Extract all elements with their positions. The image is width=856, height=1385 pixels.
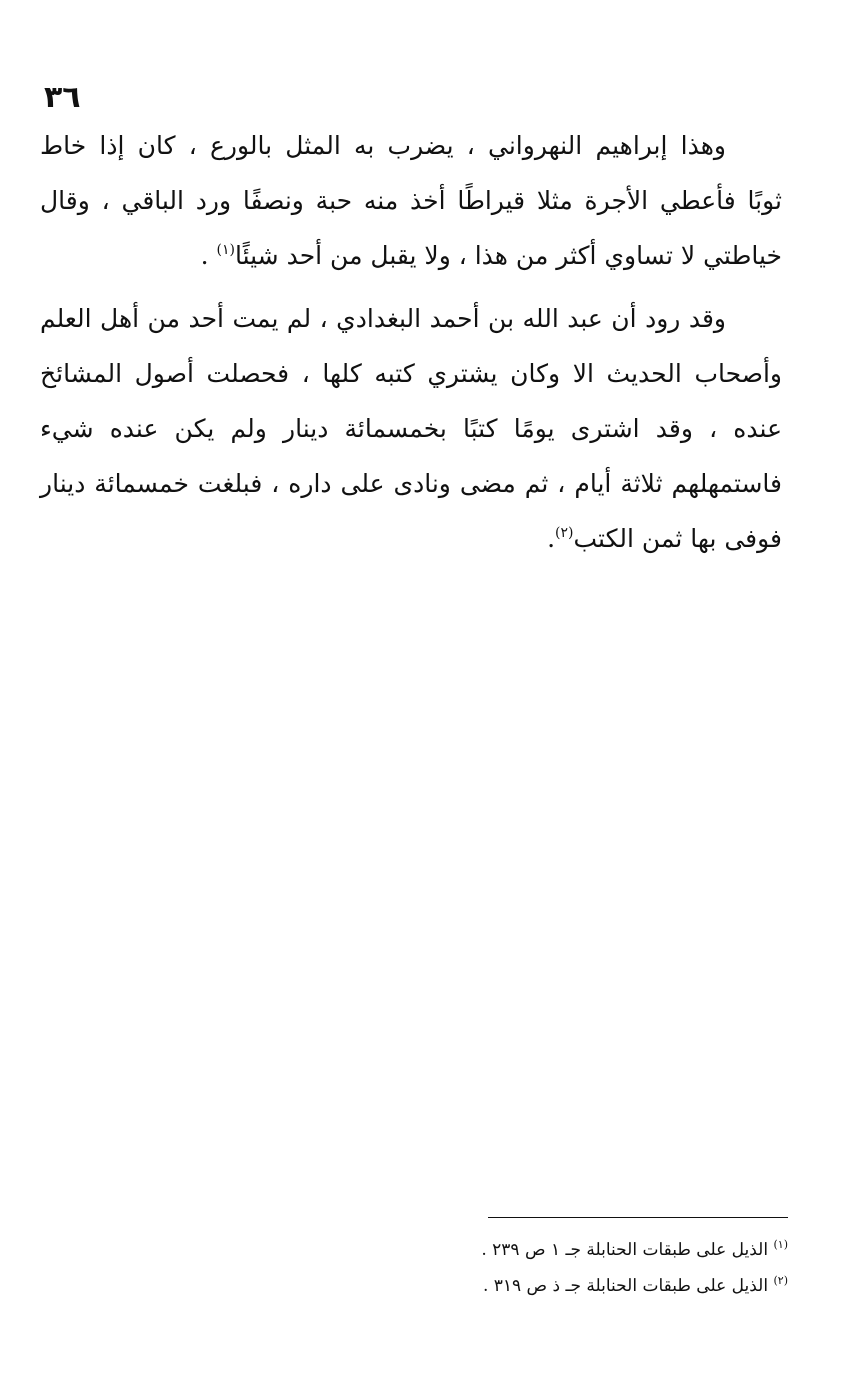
page-number: ٣٦: [44, 80, 81, 115]
text-line: وأصحاب الحديث الا وكان يشتري كتبه كلها ، فحصلت أصول المشائخ: [40, 359, 783, 388]
text-line: عنده ، وقد اشترى يومًا كتبًا بخمسمائة دينار ولم يكن عنده شيء: [40, 414, 782, 443]
main-text: [40, 118, 782, 566]
footnote-text: الذيل على طبقات الحنابلة جـ ١ ص ٢٣٩ .: [481, 1240, 769, 1260]
line-ending: .: [547, 524, 556, 553]
footnote-marker[interactable]: (١): [216, 242, 235, 258]
line-text: وهذا إبراهيم النهرواني ، يضرب به المثل بالورع ، كان إذا خاط: [40, 131, 726, 160]
footnote-marker[interactable]: (٢): [555, 525, 574, 541]
line-ending: .: [200, 241, 217, 270]
line-text: وقد رود أن عبد الله بن أحمد البغدادي ، لم يمت أحد من أهل العلم: [40, 304, 726, 333]
line-text: فوفى بها ثمن الكتب: [573, 524, 782, 553]
footnote-1: [440, 1232, 788, 1268]
text-line: [40, 511, 782, 566]
text-line: ثوبًا فأعطي الأجرة مثلا قيراطًا أخذ منه حبة ونصفًا ورد الباقي ، وقال: [40, 186, 782, 215]
text-line: [40, 228, 782, 283]
paragraph-2: [40, 291, 782, 566]
footnote-text: الذيل على طبقات الحنابلة جـ ذ ص ٣١٩ .: [482, 1276, 769, 1296]
footnote-number: (٢): [773, 1274, 788, 1287]
footnote-2: [440, 1268, 788, 1304]
text-line: فاستمهلهم ثلاثة أيام ، ثم مضى ونادى على داره ، فبلغت خمسمائة دينار: [40, 469, 782, 498]
footnote-number: (١): [773, 1238, 788, 1251]
text-line: [40, 291, 782, 346]
footnotes: [440, 1232, 788, 1304]
paragraph-1: [40, 118, 782, 283]
text-line: [40, 118, 782, 173]
line-text: خياطتي لا تساوي أكثر من هذا ، ولا يقبل من أحد شيئًا: [234, 241, 782, 270]
footnote-divider: [488, 1217, 788, 1218]
